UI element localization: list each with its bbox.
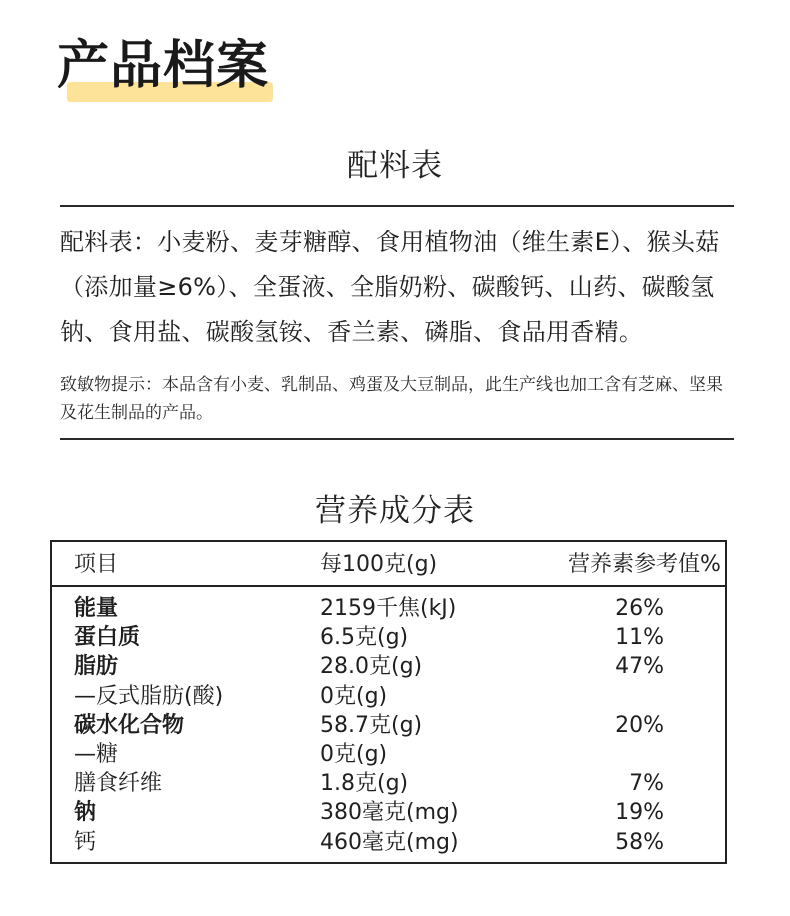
table-row [52, 770, 725, 799]
row-per-100g: 28.0克(g) [320, 654, 423, 680]
row-nrv: 19% [615, 800, 664, 826]
header-item: 项目 [74, 552, 119, 577]
row-nrv: 47% [615, 654, 664, 680]
header-nrv: 营养素参考值% [568, 552, 721, 577]
row-per-100g: 2159千焦(kJ) [320, 596, 457, 621]
row-item: 膳食纤维 [74, 771, 163, 797]
nutrition-table-header [52, 542, 725, 587]
row-per-100g: 1.8克(g) [320, 771, 409, 797]
row-item: 蛋白质 [74, 625, 141, 651]
row-per-100g: 460毫克(mg) [320, 829, 459, 855]
table-row [52, 595, 725, 624]
allergen-note: 致敏物提示：本品含有小麦、乳制品、鸡蛋及大豆制品，此生产线也加工含有芝麻、坚果及花生制品的产品。 [60, 375, 723, 423]
row-nrv: 11% [615, 625, 664, 651]
row-nrv: 26% [615, 596, 664, 621]
row-nrv: 7% [629, 771, 664, 797]
row-per-100g: 58.7克(g) [320, 712, 423, 738]
row-item: 钙 [74, 829, 97, 855]
row-per-100g: 0克(g) [320, 742, 388, 767]
table-row [52, 741, 725, 770]
nutrition-table [50, 540, 727, 864]
row-item: —糖 [74, 742, 119, 767]
ingredients-text: 配料表：小麦粉、麦芽糖醇、食用植物油（维生素E）、猴头菇（添加量≥6%）、全蛋液、全脂奶粉、碳酸钙、山药、碳酸氢钠、食用盐、碳酸氢铵、香兰素、磷脂、食品用香精。 [60, 228, 720, 346]
table-row [52, 653, 725, 682]
table-row [52, 829, 725, 858]
row-item: 能量 [74, 596, 119, 621]
nutrition-heading: 营养成分表 [315, 493, 475, 529]
row-per-100g: 0克(g) [320, 683, 388, 709]
table-row [52, 712, 725, 741]
table-row [52, 624, 725, 653]
ingredients-heading: 配料表 [347, 148, 443, 184]
row-item: 脂肪 [74, 654, 119, 680]
table-row [52, 799, 725, 828]
row-per-100g: 6.5克(g) [320, 625, 409, 651]
row-per-100g: 380毫克(mg) [320, 800, 459, 826]
row-item: —反式脂肪(酸) [74, 683, 224, 709]
row-nrv: 20% [615, 712, 664, 738]
row-nrv: 58% [615, 829, 664, 855]
table-row [52, 683, 725, 712]
divider-bottom [60, 438, 734, 440]
header-per-100g: 每100克(g) [320, 552, 438, 577]
divider-top [60, 205, 734, 207]
row-item: 碳水化合物 [74, 712, 185, 738]
page-title: 产品档案 [57, 36, 270, 96]
page-title-block [57, 30, 297, 105]
row-item: 钠 [74, 800, 97, 826]
